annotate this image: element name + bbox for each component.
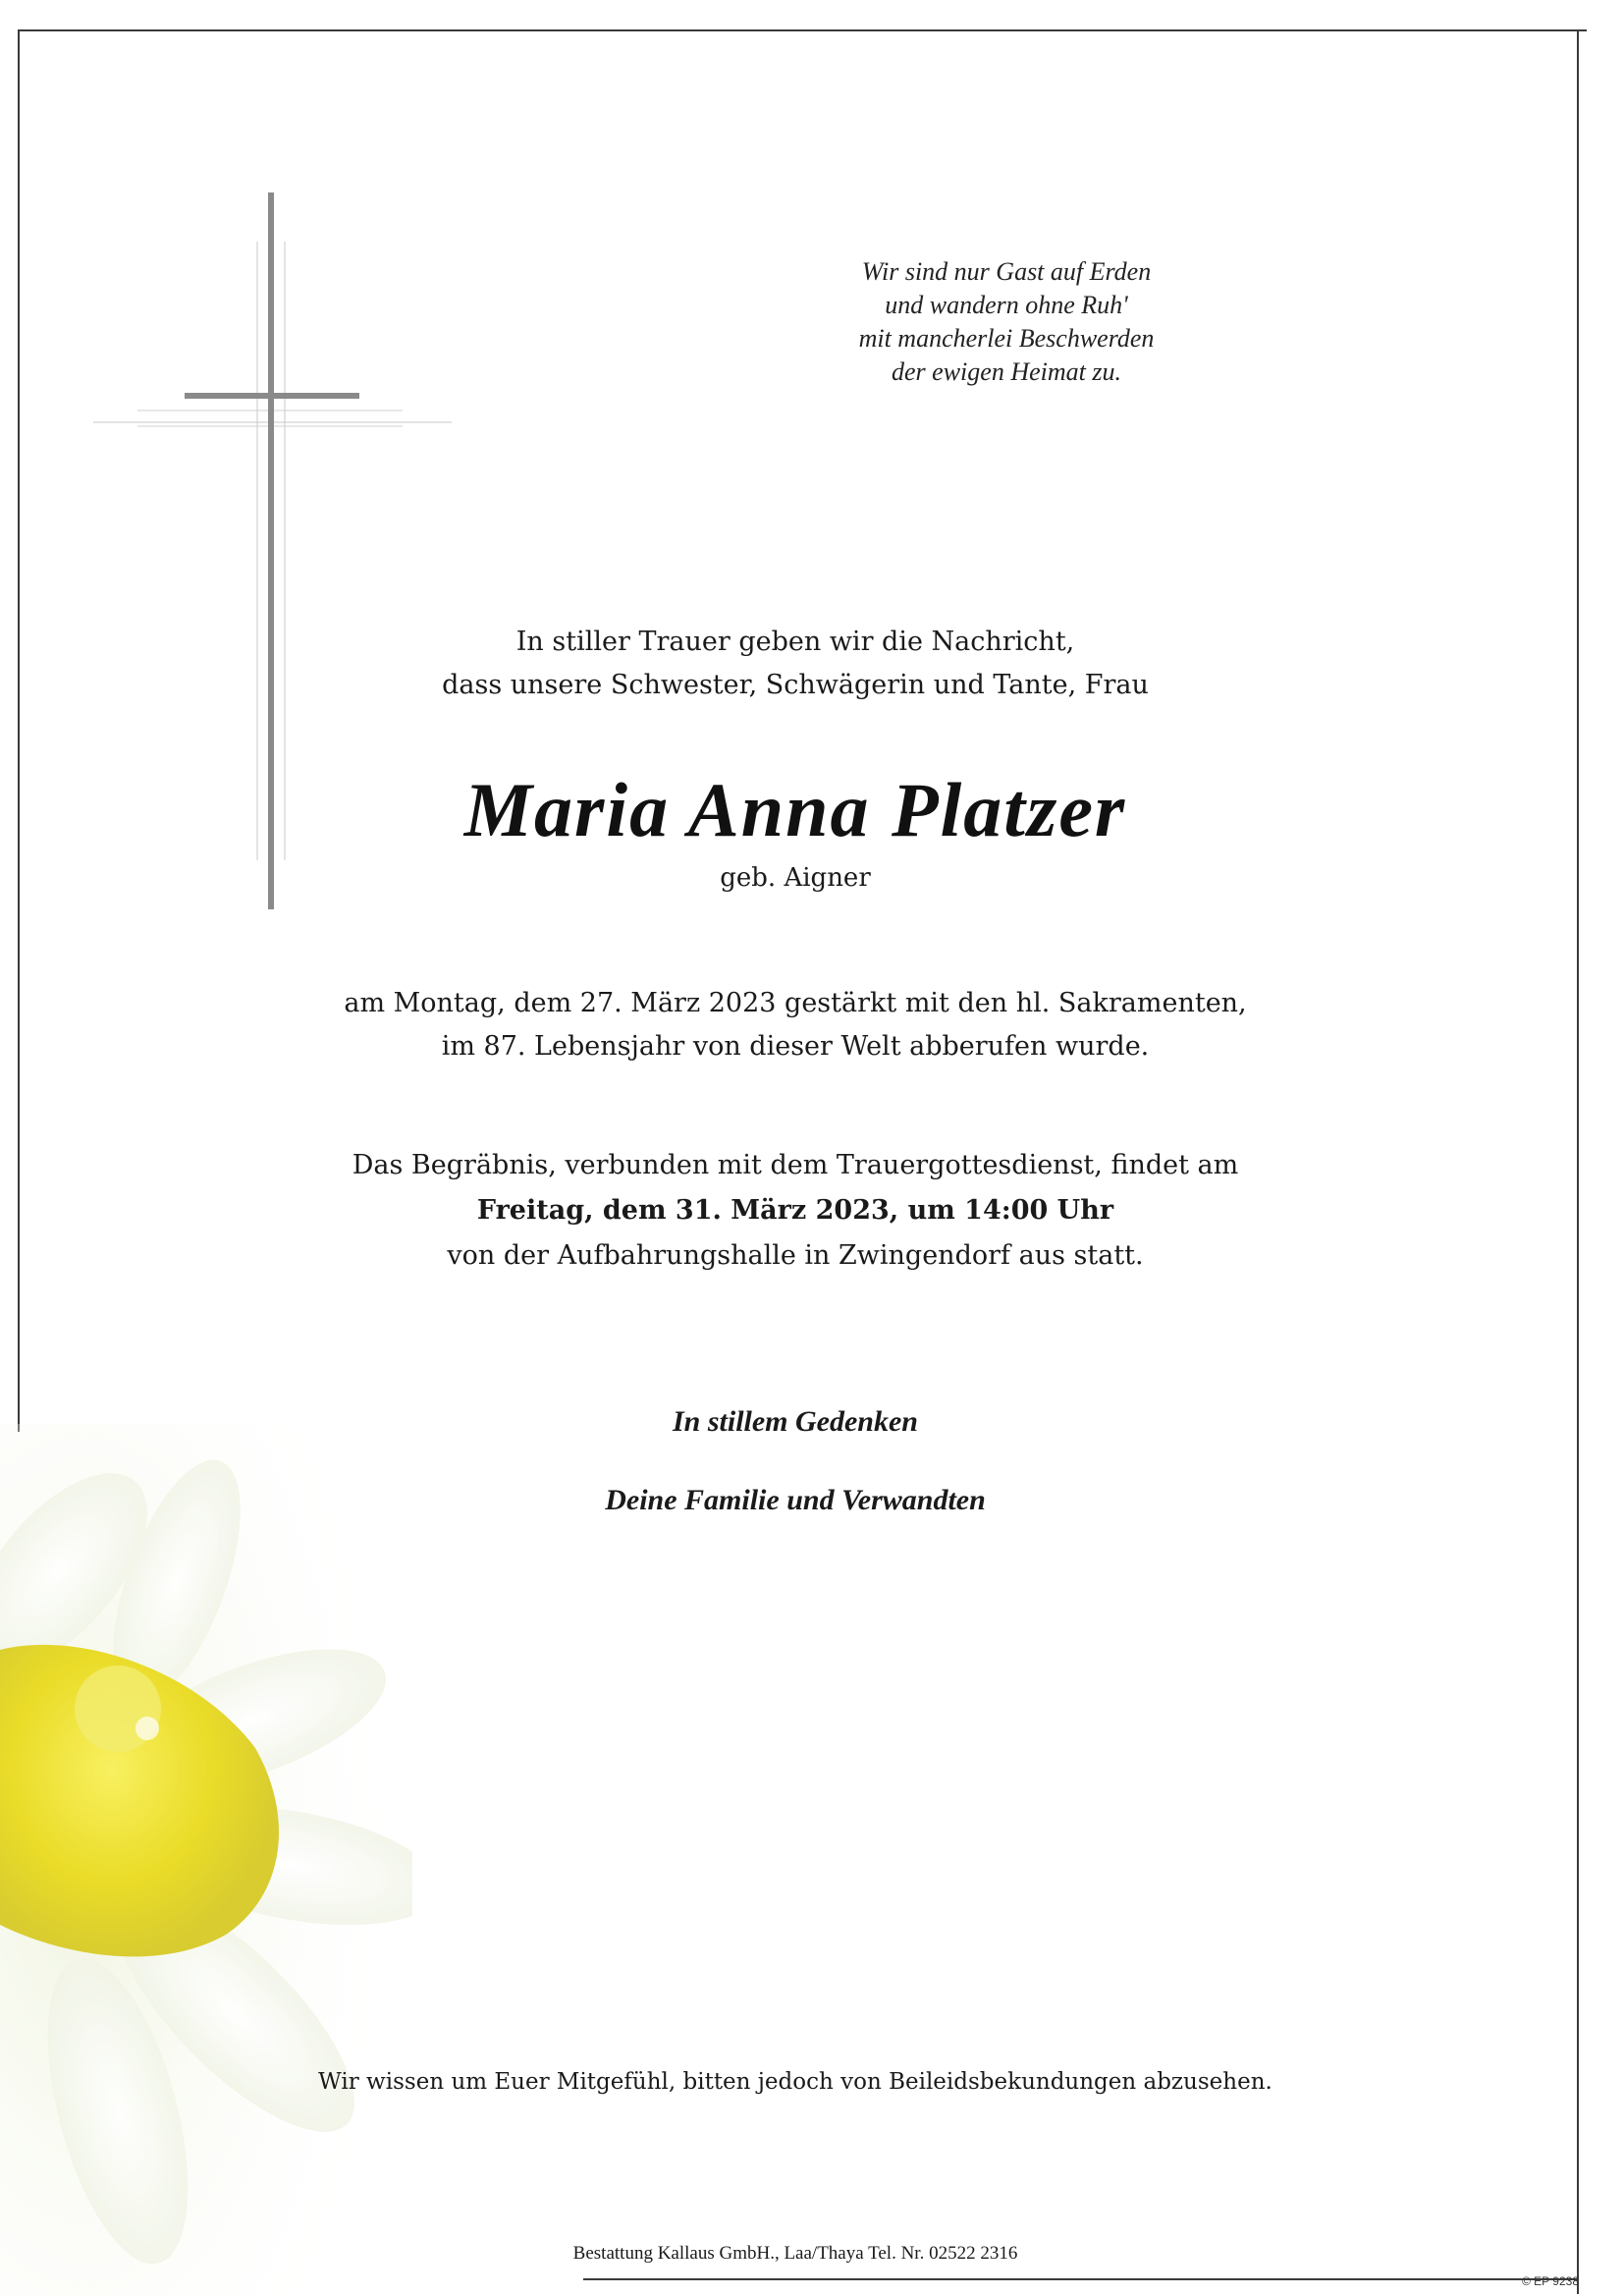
condolence-notice: Wir wissen um Euer Mitgefühl, bitten jedoch von Beileidsbekundungen abzusehen. (318, 2069, 1272, 2095)
funeral-home-footer: Bestattung Kallaus GmbH., Laa/Thaya Tel. Nr. 02522 2316 (572, 2243, 1018, 2264)
memory-line: In stillem Gedenken (672, 1405, 918, 1438)
deceased-name: Maria Anna Platzer (463, 767, 1127, 852)
funeral-details (0, 1143, 1591, 1279)
poem-line: und wandern ohne Ruh' (885, 291, 1128, 319)
intro-line: In stiller Trauer geben wir die Nachricht, (515, 627, 1075, 657)
death-details (0, 982, 1591, 1068)
death-line: im 87. Lebensjahr von dieser Welt abberufen wurde. (441, 1031, 1150, 1062)
poem-line: mit mancherlei Beschwerden (858, 324, 1155, 353)
frame-bottom-line (583, 2278, 1579, 2280)
funeral-line: Das Begräbnis, verbunden mit dem Trauergottesdienst, findet am (352, 1150, 1239, 1180)
family-signature: Deine Familie und Verwandten (605, 1484, 986, 1516)
death-line: am Montag, dem 27. März 2023 gestärkt mit den hl. Sakramenten, (344, 988, 1247, 1018)
maiden-name: geb. Aigner (720, 863, 871, 893)
poem-line: der ewigen Heimat zu. (892, 357, 1121, 386)
intro-line: dass unsere Schwester, Schwägerin und Tante, Frau (442, 670, 1149, 700)
poem-block (785, 255, 1227, 389)
poem-line: Wir sind nur Gast auf Erden (861, 257, 1152, 286)
funeral-line: von der Aufbahrungshalle in Zwingendorf aus statt. (447, 1240, 1144, 1271)
frame-top-line (18, 29, 1587, 31)
intro-text (0, 621, 1591, 707)
funeral-date: Freitag, dem 31. März 2023, um 14:00 Uhr (476, 1195, 1114, 1226)
daisy-flower-image (0, 1424, 412, 2296)
document-code: © EP 9238 (1522, 2274, 1579, 2288)
